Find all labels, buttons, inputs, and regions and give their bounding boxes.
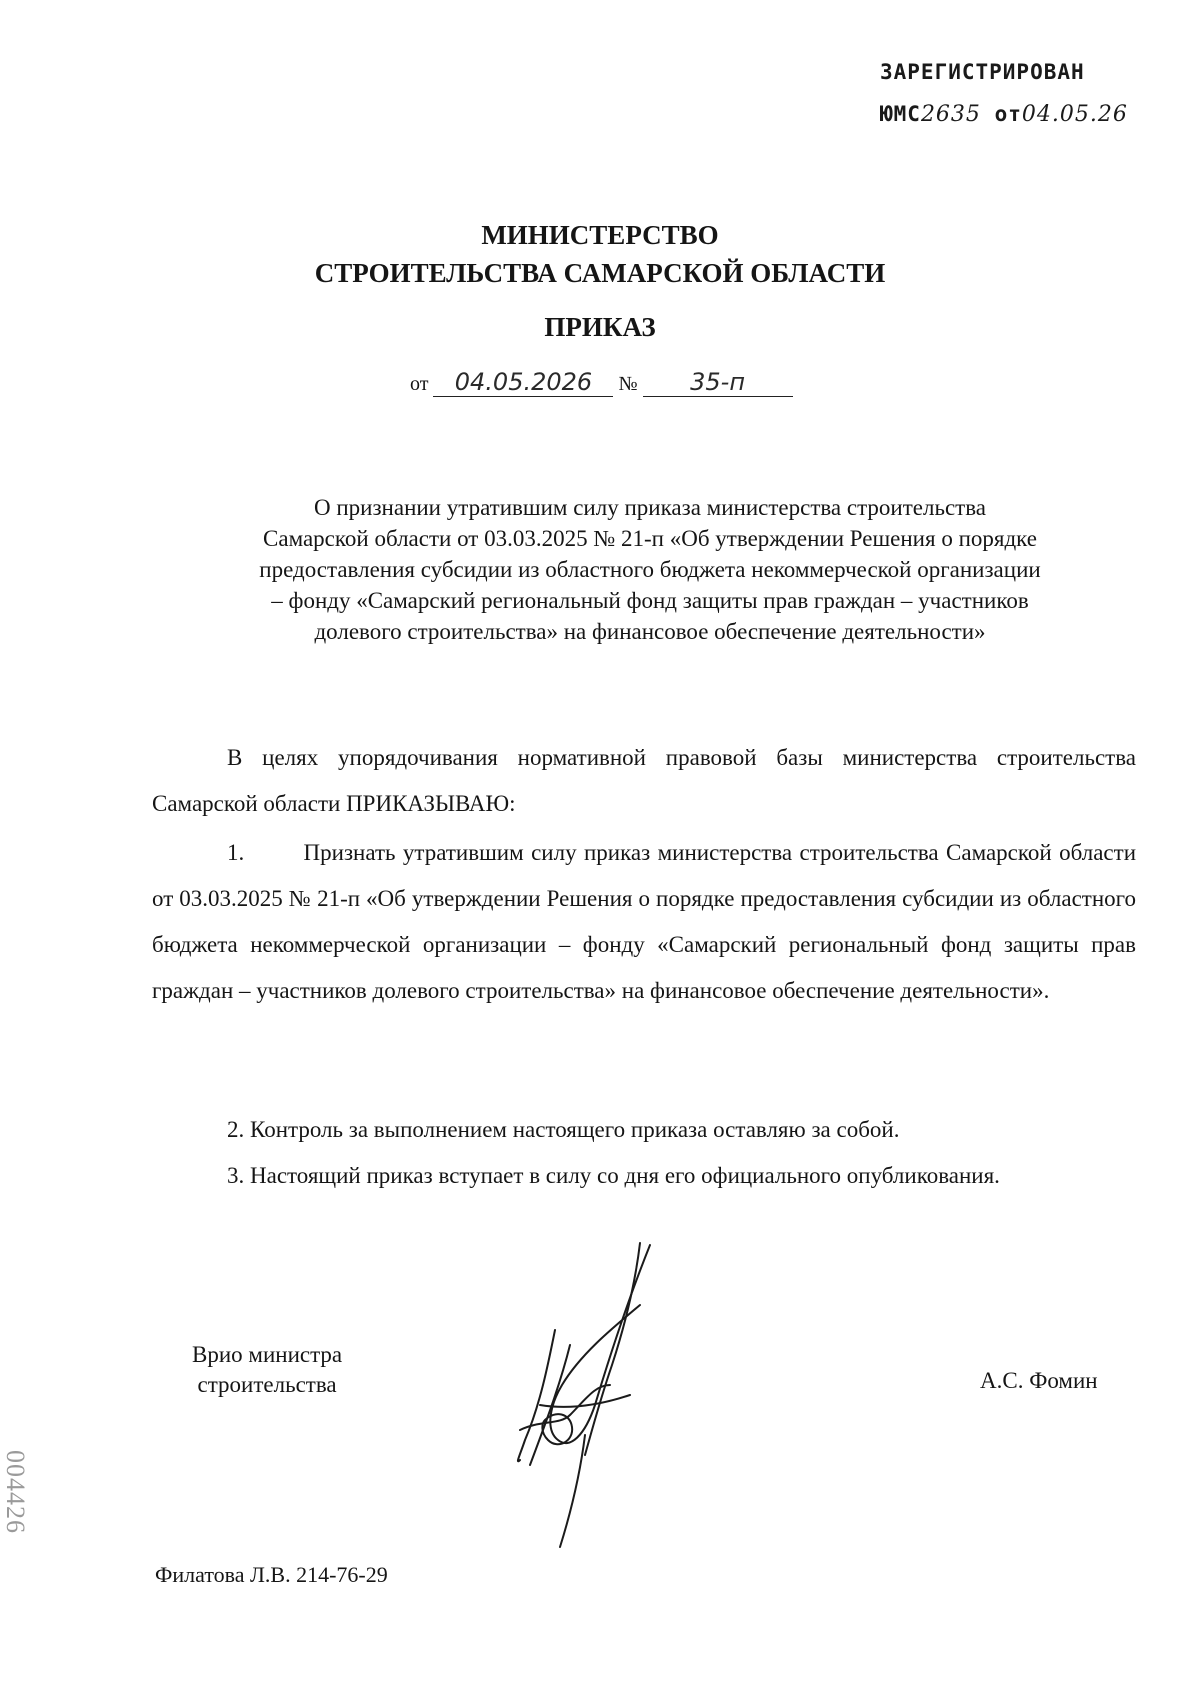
item-1-number: 1.: [227, 840, 245, 865]
dateline-from-label: от: [410, 373, 429, 395]
stamp-prefix: ЮМС: [880, 102, 921, 126]
order-dateline: [410, 368, 793, 397]
signatory-position-line1: Врио министра: [192, 1342, 343, 1367]
order-date: 04.05.2026: [433, 368, 613, 397]
document-type: ПРИКАЗ: [544, 312, 656, 342]
executor-contact: Филатова Л.В. 214-76-29: [155, 1562, 388, 1587]
stamp-reg-number: 2635: [920, 102, 981, 127]
signatory-position: [192, 1340, 342, 1400]
item-1-text: Признать утратившим силу приказ министерства строительства Самарской области от 03.03.2025 № 21-п «Об утверждении Решения о порядке предоставления субсидии из областного бюджета некоммерческой организации – фонду «Самарский региональный фонд защиты прав граждан – участников долевого строительства» на финансовое обеспечение деятельности».: [152, 840, 1137, 1003]
registration-stamp-title: ЗАРЕГИСТРИРОВАН: [880, 60, 1085, 84]
subject-line: предоставления субсидии из областного бюджета некоммерческой организации: [259, 557, 1041, 582]
order-subject: [150, 492, 1150, 647]
item-1-paragraph: [152, 830, 1136, 1014]
registration-stamp-number: [880, 102, 1130, 127]
subject-line: О признании утратившим силу приказа министерства строительства: [313, 495, 986, 520]
intro-paragraph: В целях упорядочивания нормативной правовой базы министерства строительства Самарской области ПРИКАЗЫВАЮ:: [152, 745, 1136, 816]
ministry-name-line1: МИНИСТЕРСТВО: [481, 220, 719, 250]
order-number: 35-п: [643, 368, 793, 397]
stamp-date: 04.05.26: [1021, 102, 1128, 127]
item-3-paragraph: 3. Настоящий приказ вступает в силу со дня его официального опубликования.: [227, 1163, 1000, 1188]
subject-line: Самарской области от 03.03.2025 № 21-п «Об утверждении Решения о порядке: [263, 526, 1037, 551]
subject-line: долевого строительства» на финансовое обеспечение деятельности»: [314, 619, 986, 644]
handwritten-signature: [500, 1235, 730, 1555]
ministry-name-line2: СТРОИТЕЛЬСТВА САМАРСКОЙ ОБЛАСТИ: [314, 258, 886, 288]
dateline-number-label: №: [618, 373, 638, 395]
item-2-paragraph: 2. Контроль за выполнением настоящего приказа оставляю за собой.: [227, 1117, 900, 1142]
subject-line: – фонду «Самарский региональный фонд защиты прав граждан – участников: [271, 588, 1029, 613]
signatory-name: А.С. Фомин: [980, 1368, 1098, 1393]
stamp-from-label: от: [994, 102, 1022, 126]
side-registration-number: 004426: [1, 1450, 30, 1534]
signatory-position-line2: строительства: [197, 1372, 337, 1397]
